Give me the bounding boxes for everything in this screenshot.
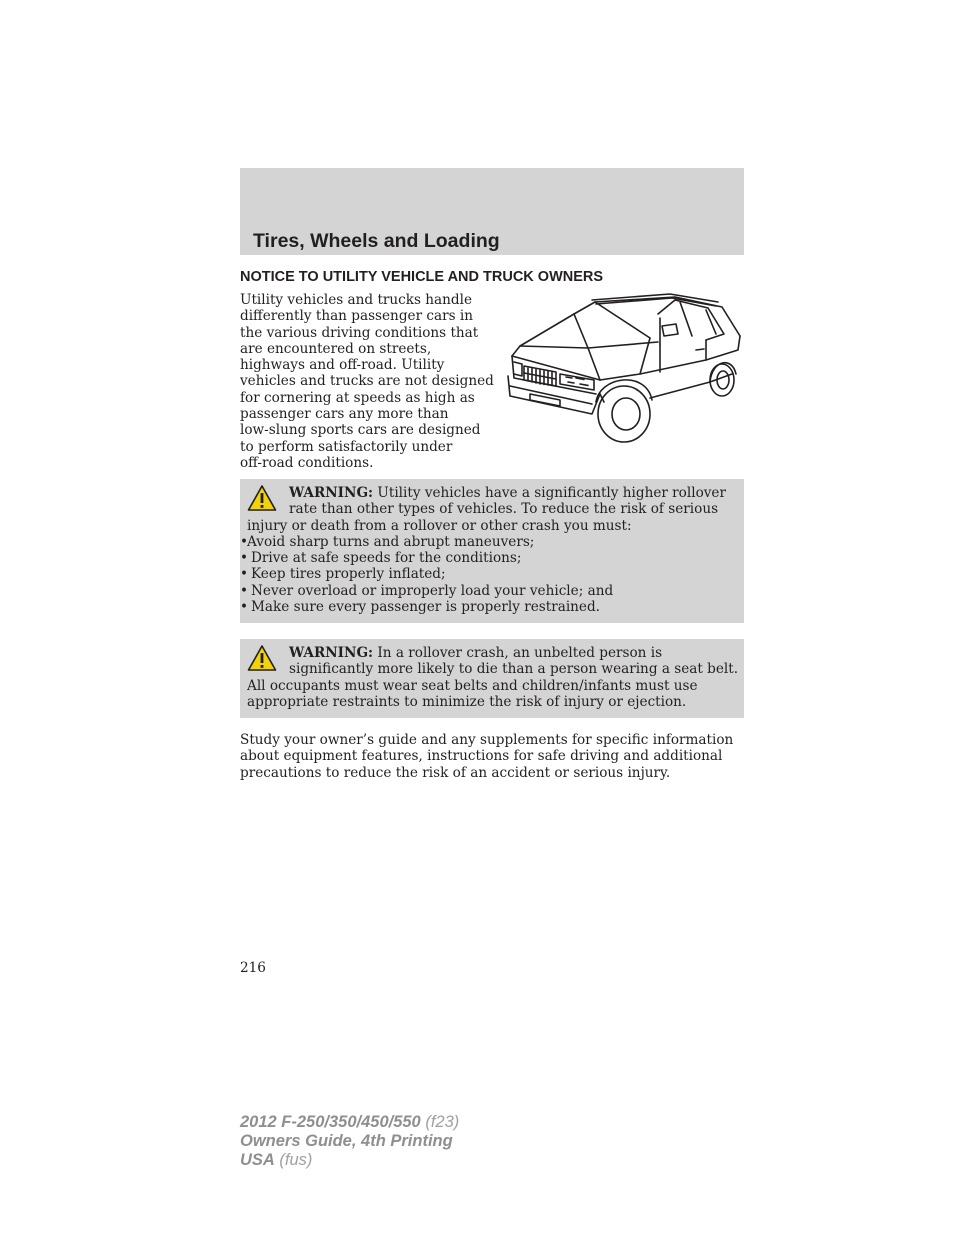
warning-line: All occupants must wear seat belts and children/infants must use [247, 677, 698, 694]
warning-triangle-icon [247, 484, 277, 512]
warning-text [247, 645, 739, 710]
warning-first-line [247, 485, 736, 501]
warning-first-line [247, 645, 736, 661]
intro-line: vehicles and trucks are not designed [240, 373, 494, 390]
footer-model-code: (f23) [420, 1113, 460, 1131]
footer-model: 2012 F-250/350/450/550 [240, 1113, 421, 1131]
footer-market: USA [240, 1151, 275, 1169]
warning-label: WARNING: [289, 645, 374, 661]
intro-line: highways and off-road. Utility [240, 357, 445, 374]
intro-line: for cornering at speeds as high as [240, 389, 475, 406]
warning-bullet-list [247, 534, 736, 615]
warning-first-line-text: Utility vehicles have a significantly higher rollover [373, 485, 726, 501]
document-footer [240, 1113, 459, 1170]
warning-bullet: • Make sure every passenger is properly restrained. [240, 599, 736, 615]
rollover-warning-box [240, 479, 744, 623]
footer-printing: Owners Guide, 4th Printing [240, 1132, 453, 1150]
footer-market-code: (fus) [274, 1151, 313, 1169]
warning-line: appropriate restraints to minimize the risk of injury or ejection. [247, 693, 687, 710]
intro-line: the various driving conditions that [240, 324, 479, 341]
intro-line: Utility vehicles and trucks handle [240, 292, 473, 308]
footer-line [240, 1151, 459, 1170]
closing-line: about equipment features, instructions for safe driving and additional [240, 748, 723, 765]
intro-line: passenger cars any more than [240, 406, 449, 423]
warning-line: significantly more likely to die than a person wearing a seat belt. [289, 661, 739, 678]
warning-line: injury or death from a rollover or other crash you must: [247, 517, 632, 534]
intro-line: low-slung sports cars are designed [240, 422, 481, 439]
warning-text [247, 485, 736, 534]
closing-line: Study your owner’s guide and any supplements for specific information [240, 732, 734, 748]
closing-line: precautions to reduce the risk of an accident or serious injury. [240, 764, 671, 781]
warning-bullet: • Avoid sharp turns and abrupt maneuvers; [240, 534, 736, 550]
intro-paragraph [240, 292, 496, 471]
warning-bullet: • Keep tires properly inflated; [240, 566, 736, 582]
intro-line: off-road conditions. [240, 454, 374, 471]
warning-bullet: • Drive at safe speeds for the conditions; [240, 550, 736, 566]
suv-illustration [500, 290, 748, 450]
warning-label: WARNING: [289, 485, 374, 501]
intro-line: differently than passenger cars in [240, 308, 473, 325]
warning-triangle-icon [247, 644, 277, 672]
notice-heading: NOTICE TO UTILITY VEHICLE AND TRUCK OWNERS [240, 269, 604, 285]
warning-line: rate than other types of vehicles. To reduce the risk of serious [289, 501, 719, 518]
footer-line [240, 1113, 459, 1132]
section-title: Tires, Wheels and Loading [253, 230, 500, 252]
intro-line: are encountered on streets, [240, 340, 432, 357]
intro-line: to perform satisfactorily under [240, 438, 453, 455]
page-number: 216 [240, 960, 266, 976]
warning-bullet: • Never overload or improperly load your vehicle; and [240, 583, 736, 599]
seatbelt-warning-box [240, 639, 744, 718]
warning-first-line-text: In a rollover crash, an unbelted person is [373, 645, 663, 661]
closing-paragraph [240, 732, 733, 781]
